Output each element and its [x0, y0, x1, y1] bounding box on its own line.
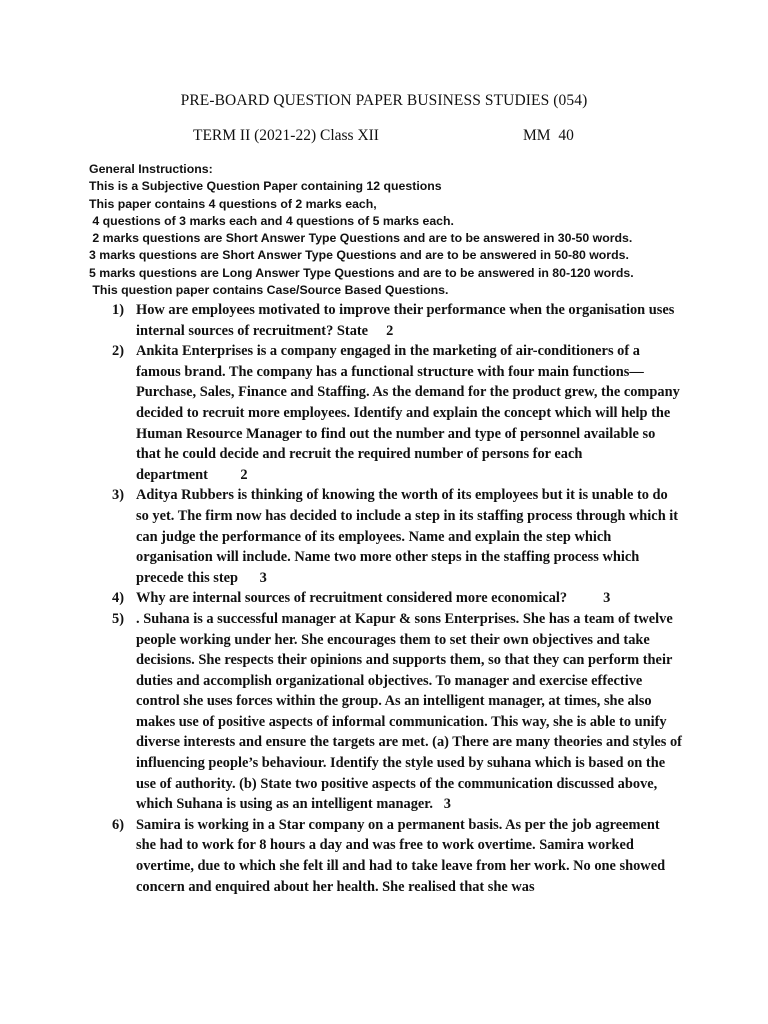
question-text: Ankita Enterprises is a company engaged in the marketing of air-conditioners of a famous brand. The company has a functional structure with four main functions— Purchase, Sales, Finance and Staffing. As the demand for the product grew, the company decided to recruit more employees. Identify and explain the concept which will help the Human Resource Manager to find out the number and type of personnel available so that he could decide and recruit the required number of persons for each department	[136, 343, 680, 483]
question-item	[112, 609, 682, 815]
question-item	[112, 815, 682, 897]
question-marks: 2	[240, 466, 248, 483]
max-marks: MM 40	[523, 127, 574, 144]
question-list	[112, 300, 682, 897]
term-class: TERM II (2021-22) Class XII	[193, 127, 379, 144]
question-number: 3)	[112, 487, 124, 504]
question-marks: 3	[259, 569, 267, 586]
question-marks: 3	[443, 796, 451, 813]
instruction-line: 2 marks questions are Short Answer Type Questions and are to be answered in 30-50 words.	[89, 231, 633, 246]
question-number: 4)	[112, 590, 124, 607]
paper-title: PRE-BOARD QUESTION PAPER BUSINESS STUDIES (054)	[180, 92, 588, 109]
question-text: Samira is working in a Star company on a permanent basis. As per the job agreement she had to work for 8 hours a day and was free to work overtime. Samira worked overtime, due to which she felt ill and had to take leave from her work. No one showed concern and enquired about her health. She realised that she was	[136, 816, 666, 895]
question-marks: 2	[386, 322, 394, 339]
question-item	[112, 341, 682, 485]
question-number: 2)	[112, 343, 124, 360]
instruction-line: 4 questions of 3 marks each and 4 questions of 5 marks each.	[89, 213, 454, 228]
instruction-line: This question paper contains Case/Source Based Questions.	[89, 283, 449, 298]
instructions-heading: General Instructions:	[89, 162, 213, 176]
question-marks: 3	[603, 590, 611, 607]
question-item	[112, 300, 682, 341]
question-number: 5)	[112, 610, 124, 627]
question-text: Aditya Rubbers is thinking of knowing the worth of its employees but it is unable to do so yet. The firm now has decided to include a step in its staffing process through which it can judge the performance of its employees. Name and explain the step which organisation will include. Name two more other steps in the staffing process which precede this step	[136, 487, 679, 586]
instruction-line: This is a Subjective Question Paper containing 12 questions	[89, 179, 442, 194]
question-number: 6)	[112, 816, 124, 833]
question-number: 1)	[112, 302, 124, 318]
question-text: Why are internal sources of recruitment considered more economical?	[136, 590, 568, 607]
general-instructions	[89, 161, 729, 299]
instruction-line: 3 marks questions are Short Answer Type Questions and are to be answered in 50-80 words.	[89, 248, 629, 263]
instruction-line: This paper contains 4 questions of 2 marks each,	[89, 196, 377, 211]
question-text: How are employees motivated to improve their performance when the organisation uses internal sources of recruitment? State	[136, 302, 675, 339]
question-item	[112, 485, 682, 588]
question-text: . Suhana is a successful manager at Kapur & sons Enterprises. She has a team of twelve people working under her. She encourages them to set their own objectives and take decisions. She respects their opinions and supports them, so that they can perform their duties and accomplish organizational objectives. To manager and exercise effective control she uses forces within the group. As an intelligent manager, at times, she also makes use of positive aspects of informal communication. This way, she is able to unify diverse interests and ensure the targets are met. (a) There are many theories and styles of influencing people’s behaviour. Identify the style used by suhana which is based on the use of authority. (b) State two positive aspects of the communication discussed above, which Suhana is using as an intelligent manager.	[136, 610, 682, 813]
instruction-line: 5 marks questions are Long Answer Type Questions and are to be answered in 80-120 words.	[89, 265, 634, 280]
question-item	[112, 588, 682, 609]
